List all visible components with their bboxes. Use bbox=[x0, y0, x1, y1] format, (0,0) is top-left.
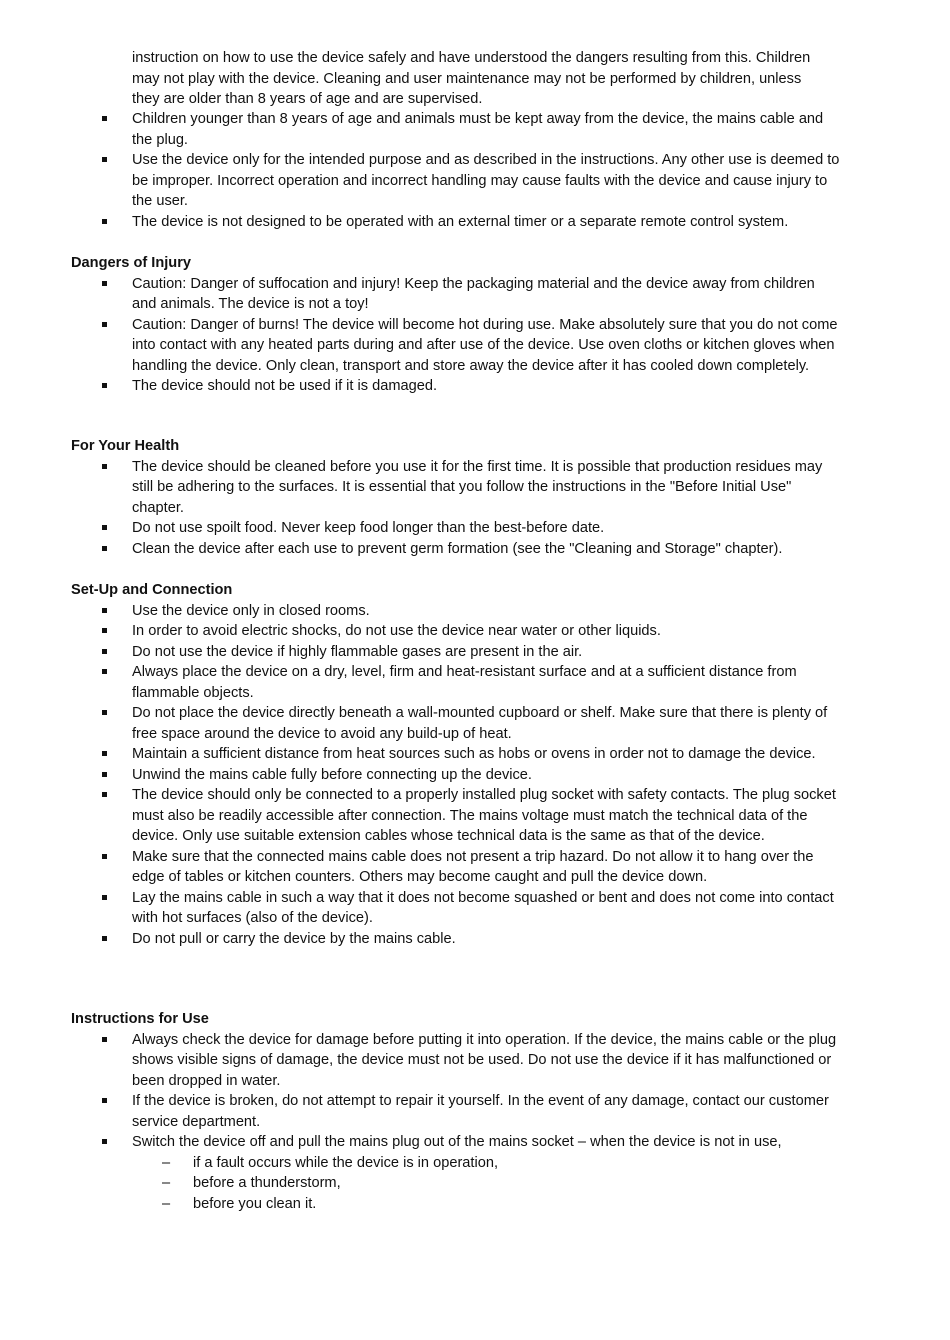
list-item: Maintain a sufficient distance from heat sources such as hobs or ovens in order not to damage the device. bbox=[71, 744, 841, 765]
list-item: The device should be cleaned before you use it for the first time. It is possible that production residues may still be adhering to the surfaces. It is essential that you follow the instructions in the "Before Initial Use" chapter. bbox=[71, 457, 841, 519]
square-bullet-icon bbox=[102, 608, 107, 613]
health-section bbox=[71, 436, 841, 559]
list-item: The device is not designed to be operated with an external timer or a separate remote control system. bbox=[71, 212, 841, 233]
square-bullet-icon bbox=[102, 1037, 107, 1042]
intro-list bbox=[71, 109, 841, 232]
dash-marker: – bbox=[162, 1154, 171, 1171]
list-item: The device should only be connected to a properly installed plug socket with safety contacts. The plug socket must also be readily accessible after connection. The mains voltage must match the technical data of the device. Only use suitable extension cables whose technical data is the same as that of the device. bbox=[71, 785, 841, 847]
square-bullet-icon bbox=[102, 792, 107, 797]
square-bullet-icon bbox=[102, 281, 107, 286]
list-item: Make sure that the connected mains cable does not present a trip hazard. Do not allow it to hang over the edge of tables or kitchen counters. Others may become caught and pull the device down. bbox=[71, 847, 841, 888]
section-heading: Set-Up and Connection bbox=[71, 582, 233, 598]
square-bullet-icon bbox=[102, 116, 107, 121]
dash-marker: – bbox=[162, 1195, 171, 1212]
section-heading: Instructions for Use bbox=[71, 1011, 209, 1027]
list-item: Do not use the device if highly flammable gases are present in the air. bbox=[71, 642, 841, 663]
square-bullet-icon bbox=[102, 219, 107, 224]
list-item: If the device is broken, do not attempt to repair it yourself. In the event of any damage, contact our customer service department. bbox=[71, 1091, 841, 1132]
list-item: The device should not be used if it is damaged. bbox=[71, 376, 841, 397]
list-item: Do not use spoilt food. Never keep food longer than the best-before date. bbox=[71, 518, 841, 539]
continuation-paragraph: instruction on how to use the device safely and have understood the dangers resulting from this. Children may not play with the device. Cleaning and user maintenance may not be performed by children, unless they are older than 8 years of age and are supervised. bbox=[132, 50, 811, 107]
dash-marker: – bbox=[162, 1175, 171, 1191]
list-item: Clean the device after each use to prevent germ formation (see the "Cleaning and Storage" chapter). bbox=[71, 539, 841, 560]
sub-list-item: – if a fault occurs while the device is in operation, bbox=[132, 1153, 841, 1174]
square-bullet-icon bbox=[102, 710, 107, 715]
square-bullet-icon bbox=[102, 751, 107, 756]
square-bullet-icon bbox=[102, 322, 107, 327]
list-item: Use the device only in closed rooms. bbox=[71, 601, 841, 622]
setup-list bbox=[71, 601, 841, 950]
list-item: In order to avoid electric shocks, do not use the device near water or other liquids. bbox=[71, 621, 841, 642]
list-item: Use the device only for the intended purpose and as described in the instructions. Any other use is deemed to be improper. Incorrect operation and incorrect handling may cause faults with the device and cause injury to the user. bbox=[71, 150, 841, 212]
dangers-section bbox=[71, 253, 841, 397]
section-heading: For Your Health bbox=[71, 438, 180, 454]
list-item: Switch the device off and pull the mains plug out of the mains socket – when the device is not in use, – if a fault occurs while the device is in operation, – before a thunderstorm, – before you clean it. bbox=[71, 1132, 841, 1214]
setup-section bbox=[71, 580, 841, 949]
square-bullet-icon bbox=[102, 383, 107, 388]
square-bullet-icon bbox=[102, 936, 107, 941]
section-heading: Dangers of Injury bbox=[71, 255, 192, 271]
list-item: Caution: Danger of suffocation and injury! Keep the packaging material and the device away from children and animals. The device is not a toy! bbox=[71, 274, 841, 315]
square-bullet-icon bbox=[102, 1098, 107, 1103]
intro-list-section bbox=[71, 109, 841, 232]
list-item: Always check the device for damage before putting it into operation. If the device, the mains cable or the plug shows visible signs of damage, the device must not be used. Do not use the device if it has malfunctioned or been dropped in water. bbox=[71, 1030, 841, 1092]
sub-list-item: – before a thunderstorm, bbox=[132, 1173, 841, 1194]
list-item: Always place the device on a dry, level, firm and heat-resistant surface and at a sufficient distance from flammable objects. bbox=[71, 662, 841, 703]
dangers-list bbox=[71, 274, 841, 397]
list-item: Unwind the mains cable fully before connecting up the device. bbox=[71, 765, 841, 786]
list-item: Lay the mains cable in such a way that it does not become squashed or bent and does not come into contact with hot surfaces (also of the device). bbox=[71, 888, 841, 929]
square-bullet-icon bbox=[102, 669, 107, 674]
list-item: Do not pull or carry the device by the mains cable. bbox=[71, 929, 841, 950]
square-bullet-icon bbox=[102, 772, 107, 777]
square-bullet-icon bbox=[102, 649, 107, 654]
use-section bbox=[71, 1009, 841, 1214]
use-list bbox=[71, 1030, 841, 1215]
square-bullet-icon bbox=[102, 628, 107, 633]
health-list bbox=[71, 457, 841, 560]
list-item: Do not place the device directly beneath a wall-mounted cupboard or shelf. Make sure that there is plenty of free space around the device to avoid any build-up of heat. bbox=[71, 703, 841, 744]
square-bullet-icon bbox=[102, 157, 107, 162]
list-item: Children younger than 8 years of age and animals must be kept away from the device, the mains cable and the plug. bbox=[71, 109, 841, 150]
square-bullet-icon bbox=[102, 895, 107, 900]
square-bullet-icon bbox=[102, 546, 107, 551]
list-item: Caution: Danger of burns! The device will become hot during use. Make absolutely sure that you do not come into contact with any heated parts during and after use of the device. Use oven cloths or kitchen gloves when handling the device. Only clean, transport and store away the device after it has cooled down completely. bbox=[71, 315, 841, 377]
square-bullet-icon bbox=[102, 1139, 107, 1144]
sub-list bbox=[132, 1153, 841, 1215]
sub-list-item: – before you clean it. bbox=[132, 1194, 841, 1215]
square-bullet-icon bbox=[102, 854, 107, 859]
square-bullet-icon bbox=[102, 464, 107, 469]
square-bullet-icon bbox=[102, 525, 107, 530]
